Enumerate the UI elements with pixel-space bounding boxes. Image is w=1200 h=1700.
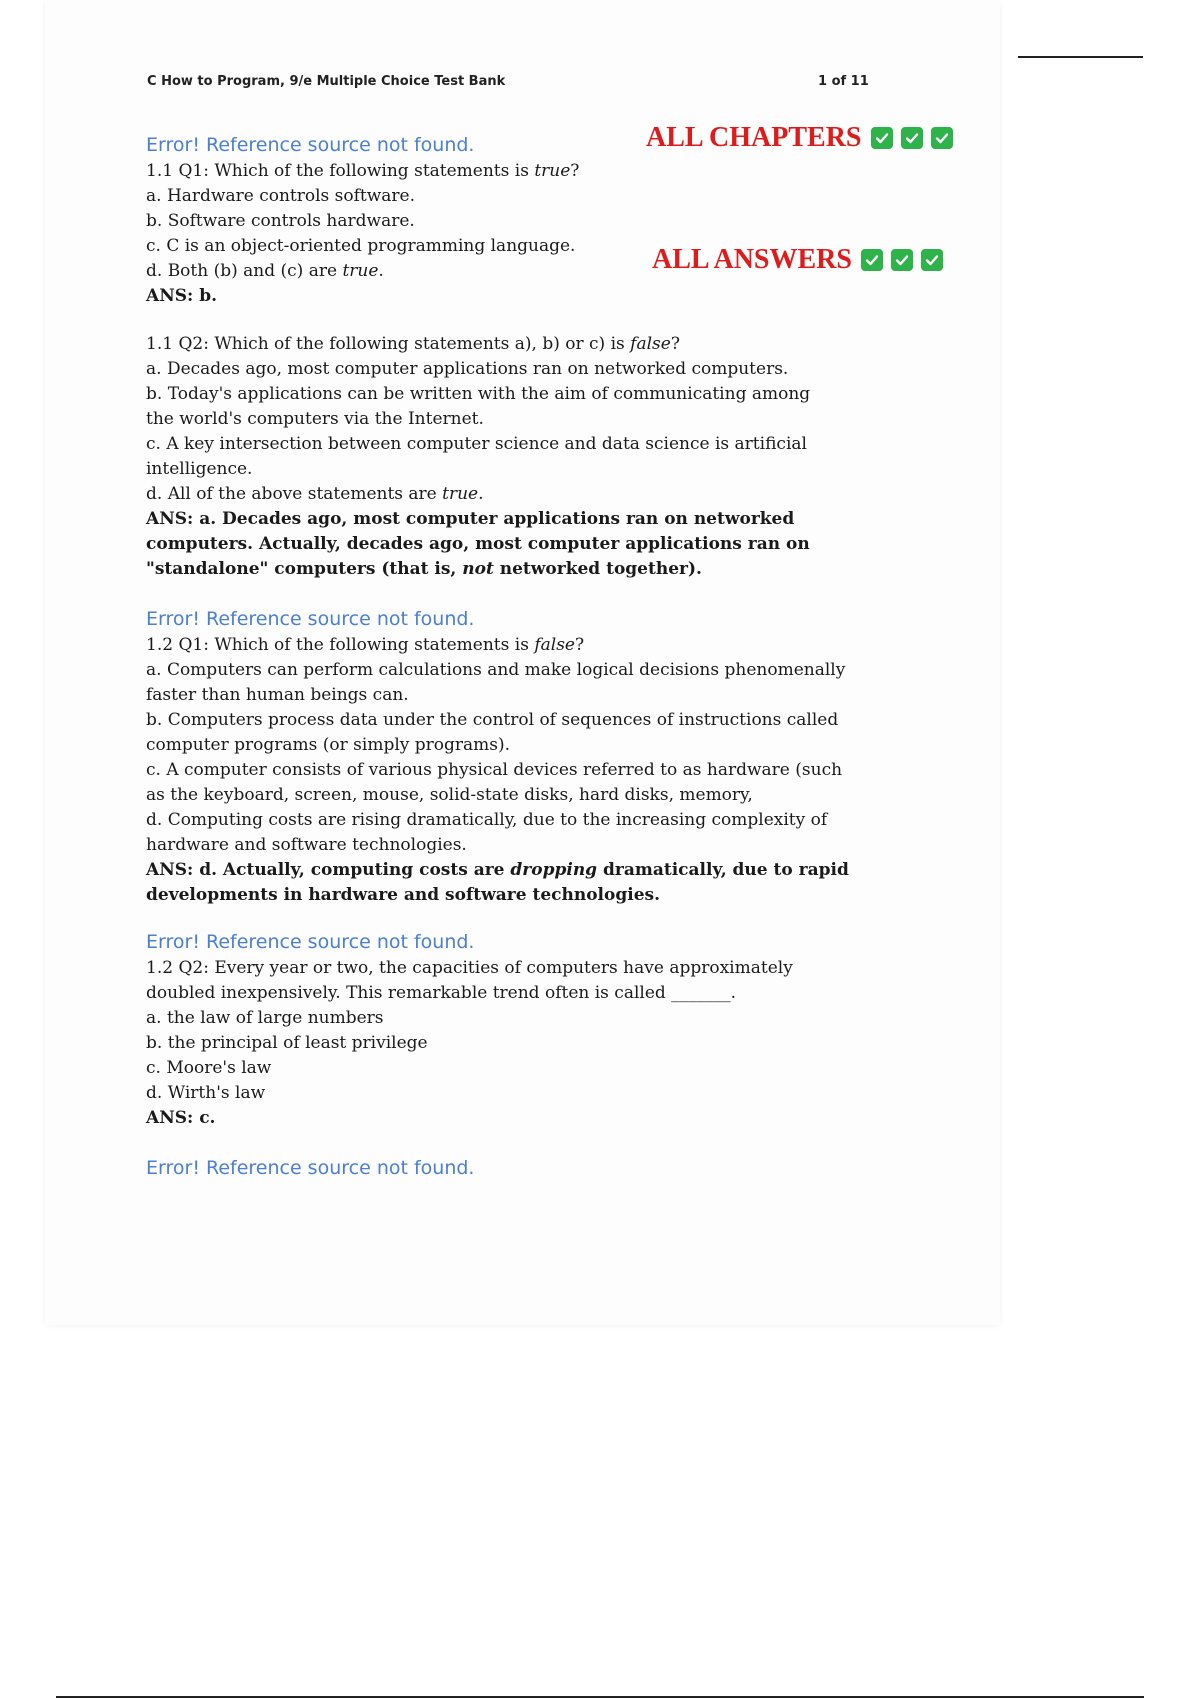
answer-option: as the keyboard, screen, mouse, solid-state disks, hard disks, memory,	[146, 785, 753, 805]
check-icon	[891, 249, 913, 271]
answer-option: c. C is an object-oriented programming language.	[146, 236, 576, 256]
answer-key: ANS: d. Actually, computing costs are dropping dramatically, due to rapid	[146, 860, 849, 880]
question-stem: doubled inexpensively. This remarkable trend often is called _______.	[146, 983, 737, 1003]
answer-option: the world's computers via the Internet.	[146, 409, 484, 429]
answer-option: a. Hardware controls software.	[146, 186, 416, 206]
answer-option: a. Computers can perform calculations and make logical decisions phenomenally	[146, 660, 846, 680]
answer-key: computers. Actually, decades ago, most computer applications ran on	[146, 534, 810, 554]
test-bank-content	[146, 131, 886, 1182]
document-title: C How to Program, 9/e Multiple Choice Test Bank	[147, 74, 506, 89]
answer-option: a. the law of large numbers	[146, 1008, 384, 1028]
answer-option: b. Software controls hardware.	[146, 211, 415, 231]
answer-option: computer programs (or simply programs).	[146, 735, 511, 755]
question-stem: 1.2 Q2: Every year or two, the capacities of computers have approximately	[146, 958, 793, 978]
answer-key: ANS: c.	[146, 1108, 216, 1128]
answer-option: c. A computer consists of various physical devices referred to as hardware (such	[146, 760, 843, 780]
answer-key: ANS: b.	[146, 286, 218, 306]
answer-option: c. A key intersection between computer science and data science is artificial	[146, 434, 807, 454]
promo-answers-label: ALL ANSWERS	[652, 244, 852, 275]
section-heading: Error! Reference source not found.	[146, 931, 475, 953]
section-heading: Error! Reference source not found.	[146, 1157, 475, 1179]
top-divider	[1018, 56, 1143, 58]
answer-option: b. Computers process data under the control of sequences of instructions called	[146, 710, 839, 730]
check-icon	[921, 249, 943, 271]
section-heading: Error! Reference source not found.	[146, 134, 475, 156]
answer-option: d. Both (b) and (c) are true.	[146, 261, 384, 281]
question-stem: 1.2 Q1: Which of the following statements is false?	[146, 635, 585, 655]
question-stem: 1.1 Q1: Which of the following statements is true?	[146, 161, 580, 181]
bottom-divider	[56, 1696, 1144, 1698]
answer-option: c. Moore's law	[146, 1058, 272, 1078]
promo-chapters-label: ALL CHAPTERS	[646, 122, 862, 153]
answer-option: faster than human beings can.	[146, 685, 409, 705]
question-stem: 1.1 Q2: Which of the following statements a), b) or c) is false?	[146, 334, 680, 354]
section-heading: Error! Reference source not found.	[146, 608, 475, 630]
answer-option: hardware and software technologies.	[146, 835, 467, 855]
answer-option: a. Decades ago, most computer applications ran on networked computers.	[146, 359, 789, 379]
answer-option: intelligence.	[146, 459, 253, 479]
answer-option: d. All of the above statements are true.	[146, 484, 484, 504]
check-icon	[901, 127, 923, 149]
answer-key: developments in hardware and software technologies.	[146, 885, 661, 905]
answer-option: b. the principal of least privilege	[146, 1033, 428, 1053]
answer-key: ANS: a. Decades ago, most computer applications ran on networked	[146, 509, 795, 529]
answer-option: b. Today's applications can be written with the aim of communicating among	[146, 384, 811, 404]
answer-key: "standalone" computers (that is, not networked together).	[146, 559, 702, 579]
page-indicator: 1 of 11	[818, 74, 869, 89]
answer-option: d. Wirth's law	[146, 1083, 266, 1103]
answer-option: d. Computing costs are rising dramatically, due to the increasing complexity of	[146, 810, 828, 830]
check-icon	[931, 127, 953, 149]
